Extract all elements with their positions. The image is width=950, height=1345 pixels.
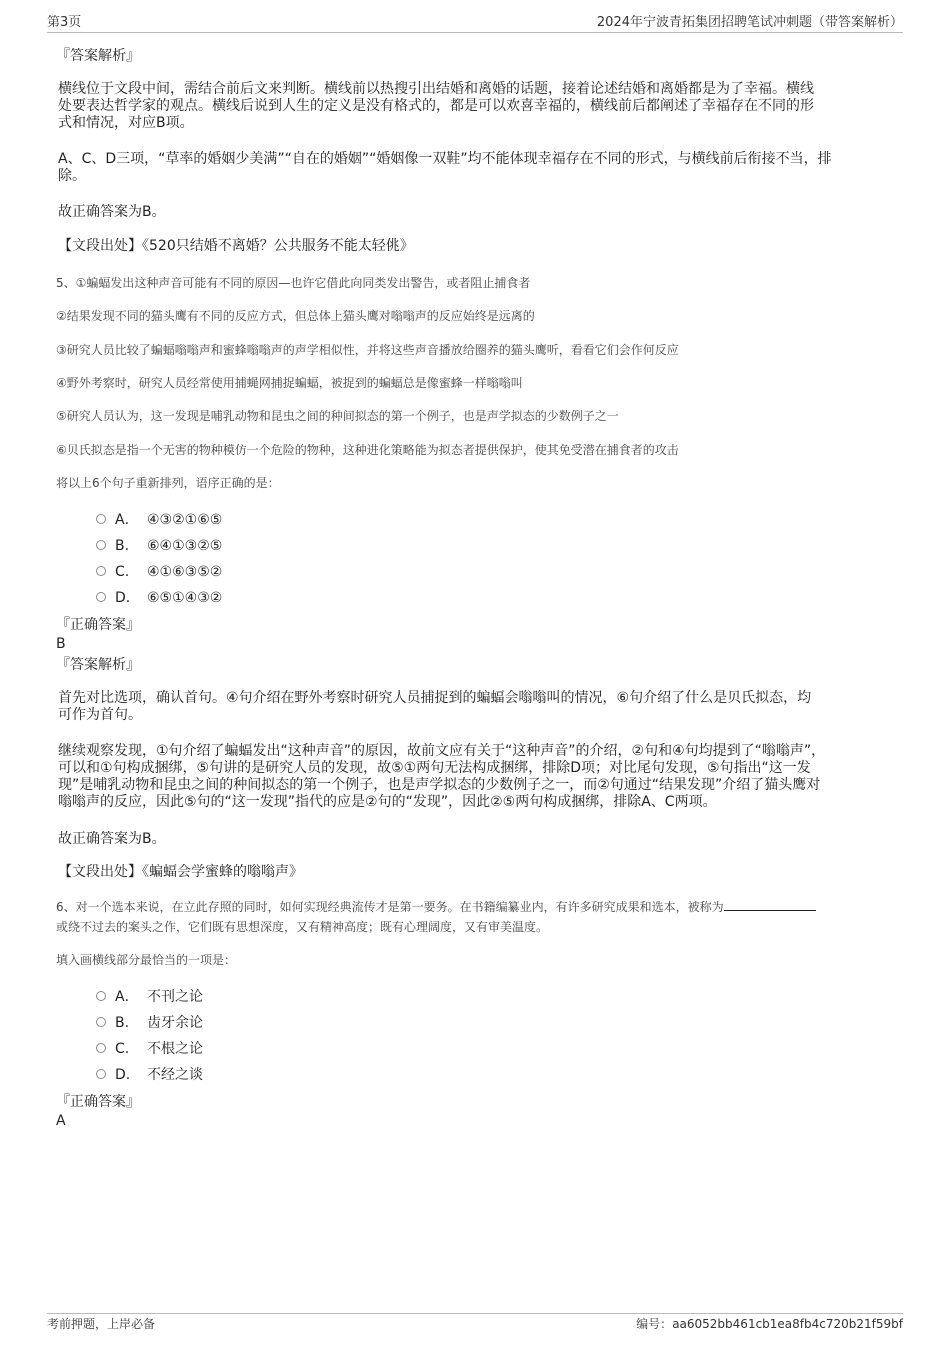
radio-icon[interactable]	[96, 1017, 106, 1027]
q6-option-c[interactable]	[96, 1040, 203, 1058]
serial-label: 编号：	[636, 1317, 673, 1331]
option-text: ④①⑥③⑤②	[147, 564, 223, 580]
option-text: 不经之谈	[147, 1067, 203, 1083]
question-6-line-1	[56, 899, 816, 915]
text-line: 首先对比选项，确认首句。④句介绍在野外考察时研究人员捕捉到的蝙蝠会嗡嗡叫的情况，⑥句介绍了什么是贝氏拟态，均	[58, 690, 812, 706]
radio-icon[interactable]	[96, 566, 106, 576]
option-letter: B.	[115, 1015, 130, 1031]
question-6-prompt: 填入画横线部分最恰当的一项是：	[56, 953, 237, 967]
option-letter: C.	[115, 564, 130, 580]
text-line: 嗡嗡声的反应，因此⑤句的“这一发现”指代的应是②句的“发现”，因此②⑤两句构成捆绑，排除A、C两项。	[58, 794, 717, 810]
option-letter: C.	[115, 1041, 130, 1057]
text-line: 继续观察发现，①句介绍了蝙蝠发出“这种声音”的原因，故前文应有关于“这种声音”的介绍，②句和④句均提到了“嗡嗡声”，	[58, 743, 826, 759]
text-line: 可以和①句构成捆绑，⑤句讲的是研究人员的发现，故⑤①两句无法构成捆绑，排除D项；对比尾句发现，⑤句指出“这一发	[58, 760, 811, 776]
analysis-paragraph-2	[58, 743, 898, 811]
page-number: 第3页	[47, 15, 82, 30]
radio-icon[interactable]	[96, 592, 106, 602]
question-5-prompt: 将以上6个句子重新排列，语序正确的是：	[56, 476, 280, 490]
option-letter: B.	[115, 538, 130, 554]
serial-number	[636, 1315, 903, 1333]
question-5-sentence-5: ⑤研究人员认为，这一发现是哺乳动物和昆虫之间的种间拟态的第一个例子，也是声学拟态的少数例子之一	[56, 409, 619, 423]
conclusion: 故正确答案为B。	[58, 831, 166, 847]
option-text: ④③②①⑥⑤	[147, 512, 223, 528]
question-5-sentence-3: ③研究人员比较了蝙蝠嗡嗡声和蜜蜂嗡嗡声的声学相似性，并将这些声音播放给圈养的猫头鹰听，看看它们会作何反应	[56, 343, 679, 357]
option-letter: A．	[115, 512, 139, 528]
q5-option-d[interactable]	[96, 589, 222, 607]
option-text: ⑥⑤①④③②	[147, 590, 223, 606]
page-header	[47, 14, 903, 33]
option-letter: D.	[115, 1067, 131, 1083]
text-line: 现”是哺乳动物和昆虫之间的种间拟态的第一个例子，也是声学拟态的少数例子之一，而②句通过“结果发现”介绍了猫头鹰对	[58, 777, 821, 793]
question-text: 6、对一个选本来说，在立此存照的同时，如何实现经典流传才是第一要务。在书籍编纂业内，有许多研究成果和选本，被称为	[56, 900, 724, 914]
question-5-sentence-2: ②结果发现不同的猫头鹰有不同的反应方式，但总体上猫头鹰对嗡嗡声的反应始终是远离的	[56, 309, 535, 323]
q6-option-b[interactable]	[96, 1014, 203, 1032]
text-line: 式和情况，对应B项。	[58, 115, 194, 131]
radio-icon[interactable]	[96, 991, 106, 1001]
correct-answer-label: 『正确答案』	[56, 1094, 140, 1110]
option-text: ⑥④①③②⑤	[147, 538, 223, 554]
option-text: 不刊之论	[147, 989, 203, 1005]
text-line: 横线位于文段中间，需结合前后文来判断。横线前以热搜引出结婚和离婚的话题，接着论述结婚和离婚都是为了幸福。横线	[58, 81, 814, 97]
q6-option-a[interactable]	[96, 988, 203, 1006]
analysis-label: 『答案解析』	[56, 657, 140, 673]
option-letter: D.	[115, 590, 131, 606]
text-line: 处要表达哲学家的观点。横线后说到人生的定义是没有格式的，都是可以欢喜幸福的，横线前后都阐述了幸福存在不同的形	[58, 98, 814, 114]
correct-answer: A	[56, 1113, 66, 1129]
text-line: A、C、D三项，“草率的婚姻少美满”“自在的婚姻”“婚姻像一双鞋”均不能体现幸福存在不同的形式，与横线前后衔接不当，排	[58, 151, 832, 167]
q6-option-d[interactable]	[96, 1066, 203, 1084]
analysis-paragraph-1	[58, 690, 898, 724]
correct-answer: B	[56, 636, 66, 652]
radio-icon[interactable]	[96, 540, 106, 550]
footer-slogan: 考前押题，上岸必备	[47, 1317, 156, 1331]
q5-option-a[interactable]	[96, 511, 222, 529]
serial-value: aa6052bb461cb1ea8fb4c720b21f59bf	[672, 1317, 903, 1331]
question-5-sentence-6: ⑥贝氏拟态是指一个无害的物种模仿一个危险的物种，这种进化策略能为拟态者提供保护，使其免受潜在捕食者的攻击	[56, 443, 679, 457]
option-text: 不根之论	[147, 1041, 203, 1057]
option-text: 齿牙余论	[147, 1015, 203, 1031]
analysis-paragraph-1	[58, 81, 898, 132]
conclusion: 故正确答案为B。	[58, 204, 166, 220]
analysis-paragraph-2	[58, 151, 898, 185]
radio-icon[interactable]	[96, 1069, 106, 1079]
page-footer	[47, 1313, 903, 1333]
question-6-line-2: 或绕不过去的案头之作，它们既有思想深度，又有精神高度；既有心理阔度，又有审美温度。	[56, 920, 549, 934]
text-line: 可作为首句。	[58, 707, 142, 723]
document-title: 2024年宁波青拓集团招聘笔试冲刺题（带答案解析）	[596, 15, 903, 30]
source-citation: 【文段出处】《蝙蝠会学蜜蜂的嗡嗡声》	[58, 864, 303, 880]
q5-option-c[interactable]	[96, 563, 222, 581]
question-5-sentence-1: 5、①蝙蝠发出这种声音可能有不同的原因—也许它借此向同类发出警告，或者阻止捕食者	[56, 276, 531, 290]
option-letter: A．	[115, 989, 139, 1005]
text-line: 除。	[58, 168, 86, 184]
radio-icon[interactable]	[96, 1043, 106, 1053]
question-5-sentence-4: ④野外考察时，研究人员经常使用捕蝇网捕捉蝙蝠，被捉到的蝙蝠总是像蜜蜂一样嗡嗡叫	[56, 376, 523, 390]
fill-blank	[724, 900, 816, 911]
analysis-label: 『答案解析』	[56, 48, 140, 64]
correct-answer-label: 『正确答案』	[56, 617, 140, 633]
radio-icon[interactable]	[96, 514, 106, 524]
q5-option-b[interactable]	[96, 537, 222, 555]
source-citation: 【文段出处】《520只结婚不离婚？公共服务不能太轻佻》	[58, 238, 414, 254]
